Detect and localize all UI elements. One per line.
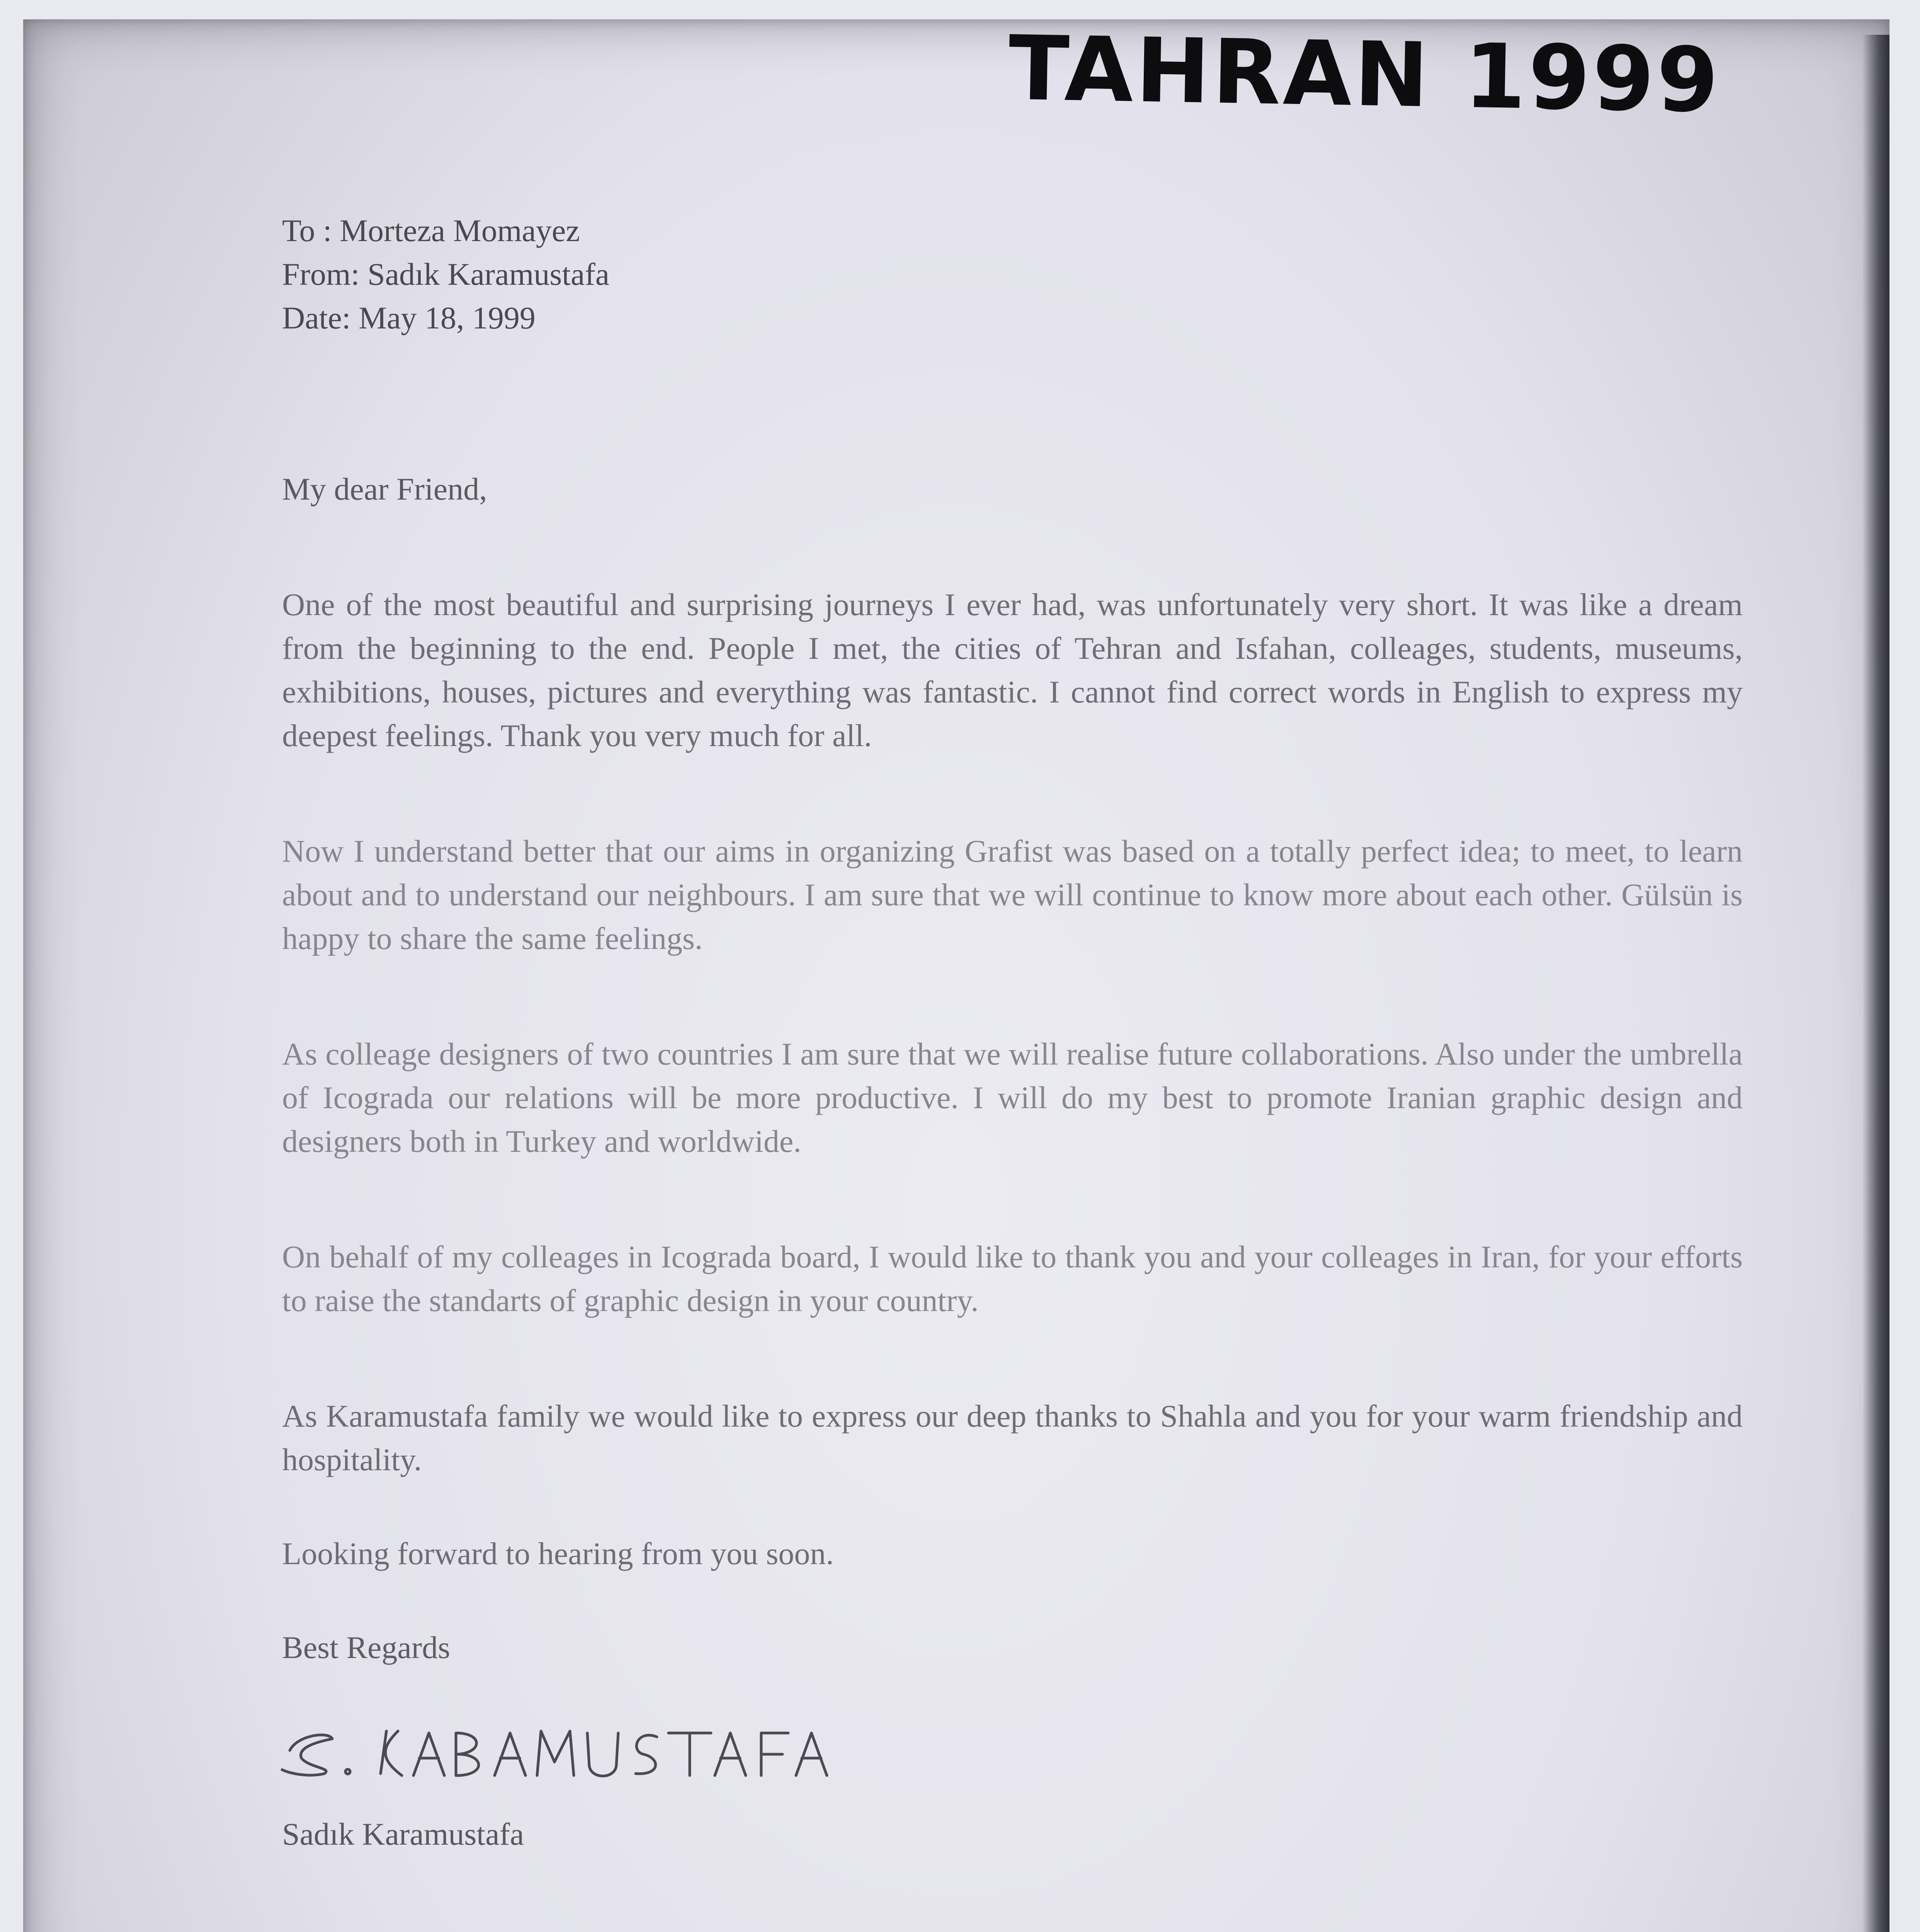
- letter-paragraph: One of the most beautiful and surprising journeys I ever had, was unfortunately very short. It was like a dream from the beginning to the end. People I met, the cities of Tehran and Isfahan, colleages, students, museums, exhibitions, houses, pictures and everything was fantastic. I cannot find correct words in English to express my deepest feelings. Thank you very much for all.: [282, 587, 1743, 753]
- signature-scribble: [274, 1696, 854, 1785]
- letter-salutation: My dear Friend,: [282, 471, 487, 507]
- handwritten-signature: [282, 1696, 1743, 1785]
- letter-body: [282, 209, 1743, 1856]
- letter-closing-line: Looking forward to hearing from you soon.: [282, 1536, 834, 1571]
- letter-to: To : Morteza Momayez: [282, 213, 580, 248]
- letter-sign-off: Best Regards: [282, 1630, 450, 1665]
- letter-paragraph: On behalf of my colleages in Icograda board, I would like to thank you and your colleages in Iran, for your efforts to raise the standarts of graphic design in your country.: [282, 1239, 1743, 1318]
- letter-paragraph: As colleage designers of two countries I am sure that we will realise future collaborations. Also under the umbrella of Icograda our relations will be more productive. I will do my best to promote Iranian graphic design and designers both in Turkey and worldwide.: [282, 1036, 1743, 1159]
- letter-paragraph: Now I understand better that our aims in organizing Grafist was based on a totally perfect idea; to meet, to learn about and to understand our neighbours. I am sure that we will continue to know more about each other. Gülsün is happy to share the same feelings.: [282, 833, 1743, 956]
- letter-date: Date: May 18, 1999: [282, 300, 536, 335]
- typed-signatory-name: Sadık Karamustafa: [282, 1816, 524, 1852]
- letter-from: From: Sadık Karamustafa: [282, 257, 610, 292]
- letter-paragraph: As Karamustafa family we would like to express our deep thanks to Shahla and you for your warm friendship and hospitality.: [282, 1398, 1743, 1477]
- handwritten-annotation: TAHRAN 1999: [1007, 17, 1722, 133]
